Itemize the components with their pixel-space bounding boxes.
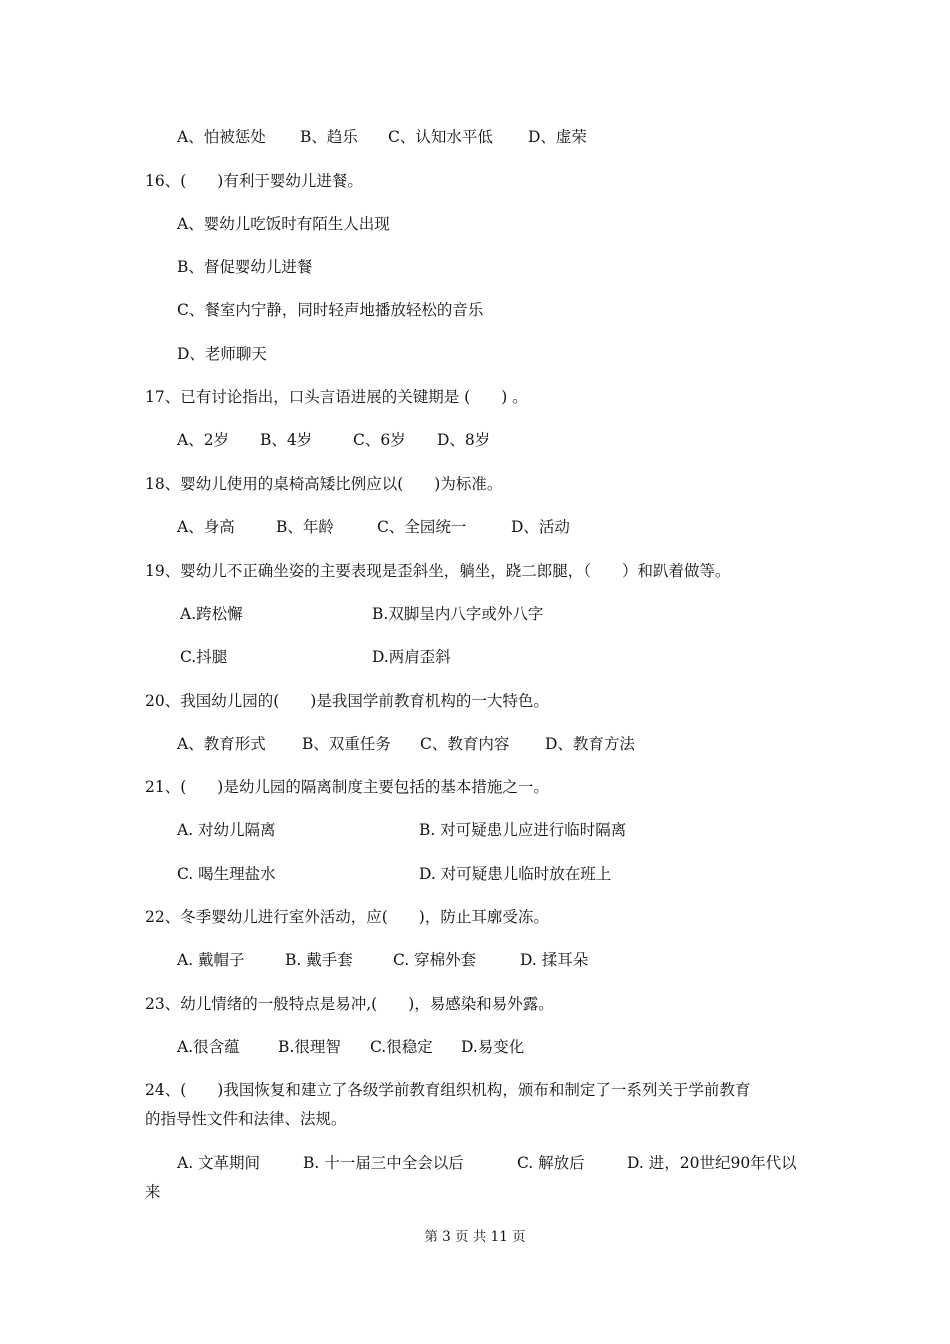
option-c: C、餐室内宁静，同时轻声地播放轻松的音乐 xyxy=(177,301,484,319)
option-b: B. 对可疑患儿应进行临时隔离 xyxy=(419,821,627,839)
option-b: B.很理智 xyxy=(278,1038,341,1056)
option-a: A.很含蕴 xyxy=(177,1038,240,1056)
option-c: C. 喝生理盐水 xyxy=(177,865,276,883)
option-c: C、全园统一 xyxy=(377,518,467,536)
question-stem: 16、( )有利于婴幼儿进餐。 xyxy=(145,172,363,190)
option-a: A、婴幼儿吃饭时有陌生人出现 xyxy=(177,215,390,233)
option-b: B、4岁 xyxy=(260,431,313,449)
option-a: A. 文革期间 xyxy=(177,1154,261,1172)
option-a: A、教育形式 xyxy=(177,735,266,753)
question-stem: 23、幼儿情绪的一般特点是易冲,( )，易感染和易外露。 xyxy=(145,995,554,1013)
question-stem: 24、( )我国恢复和建立了各级学前教育组织机构，颁布和制定了一系列关于学前教育 xyxy=(145,1081,751,1099)
option-c: C.抖腿 xyxy=(180,648,228,666)
option-c: C、教育内容 xyxy=(420,735,510,753)
option-d: D、8岁 xyxy=(437,431,491,449)
option-a: A. 对幼儿隔离 xyxy=(177,821,276,839)
option-b: B、双重任务 xyxy=(302,735,391,753)
option-d: D. 对可疑患儿临时放在班上 xyxy=(419,865,612,883)
option-c: C、6岁 xyxy=(353,431,406,449)
option-b: B. 戴手套 xyxy=(285,951,353,969)
option-a: A、身高 xyxy=(177,518,235,536)
option-a: A. 戴帽子 xyxy=(177,951,245,969)
option-d: D、虚荣 xyxy=(528,128,587,146)
option-b: B. 十一届三中全会以后 xyxy=(303,1154,464,1172)
page-footer: 第 3 页 共 11 页 xyxy=(424,1229,526,1245)
question-stem: 22、冬季婴幼儿进行室外活动，应( )，防止耳廓受冻。 xyxy=(145,908,549,926)
option-d: D.两肩歪斜 xyxy=(372,648,451,666)
question-stem: 18、婴幼儿使用的桌椅高矮比例应以( )为标准。 xyxy=(145,475,503,493)
option-d: D、教育方法 xyxy=(545,735,635,753)
option-a: A、2岁 xyxy=(177,431,230,449)
option-a: A.跨松懈 xyxy=(180,605,243,623)
option-b: B.双脚呈内八字或外八字 xyxy=(372,605,544,623)
option-a: A、怕被惩处 xyxy=(177,128,266,146)
option-c: C. 穿棉外套 xyxy=(393,951,477,969)
option-d: D. 揉耳朵 xyxy=(520,951,589,969)
question-stem: 17、已有讨论指出，口头言语进展的关键期是 ( ) 。 xyxy=(145,388,528,406)
option-d: D.易变化 xyxy=(461,1038,525,1056)
option-b: B、督促婴幼儿进餐 xyxy=(177,258,313,276)
question-stem: 21、( )是幼儿园的隔离制度主要包括的基本措施之一。 xyxy=(145,778,549,796)
option-c: C. 解放后 xyxy=(517,1154,585,1172)
option-b: B、年龄 xyxy=(276,518,334,536)
question-stem-continued: 的指导性文件和法律、法规。 xyxy=(145,1110,347,1128)
question-stem: 20、我国幼儿园的( )是我国学前教育机构的一大特色。 xyxy=(145,692,549,710)
option-c: C.很稳定 xyxy=(370,1038,433,1056)
question-stem: 19、婴幼儿不正确坐姿的主要表现是歪斜坐，躺坐，跷二郎腿，（ ）和趴着做等。 xyxy=(145,562,731,580)
option-b: B、趋乐 xyxy=(300,128,358,146)
option-d: D、活动 xyxy=(511,518,570,536)
option-d-continued: 来 xyxy=(145,1183,161,1201)
option-d: D. 进，20世纪90年代以 xyxy=(627,1154,797,1172)
option-c: C、认知水平低 xyxy=(388,128,493,146)
option-d: D、老师聊天 xyxy=(177,345,267,363)
